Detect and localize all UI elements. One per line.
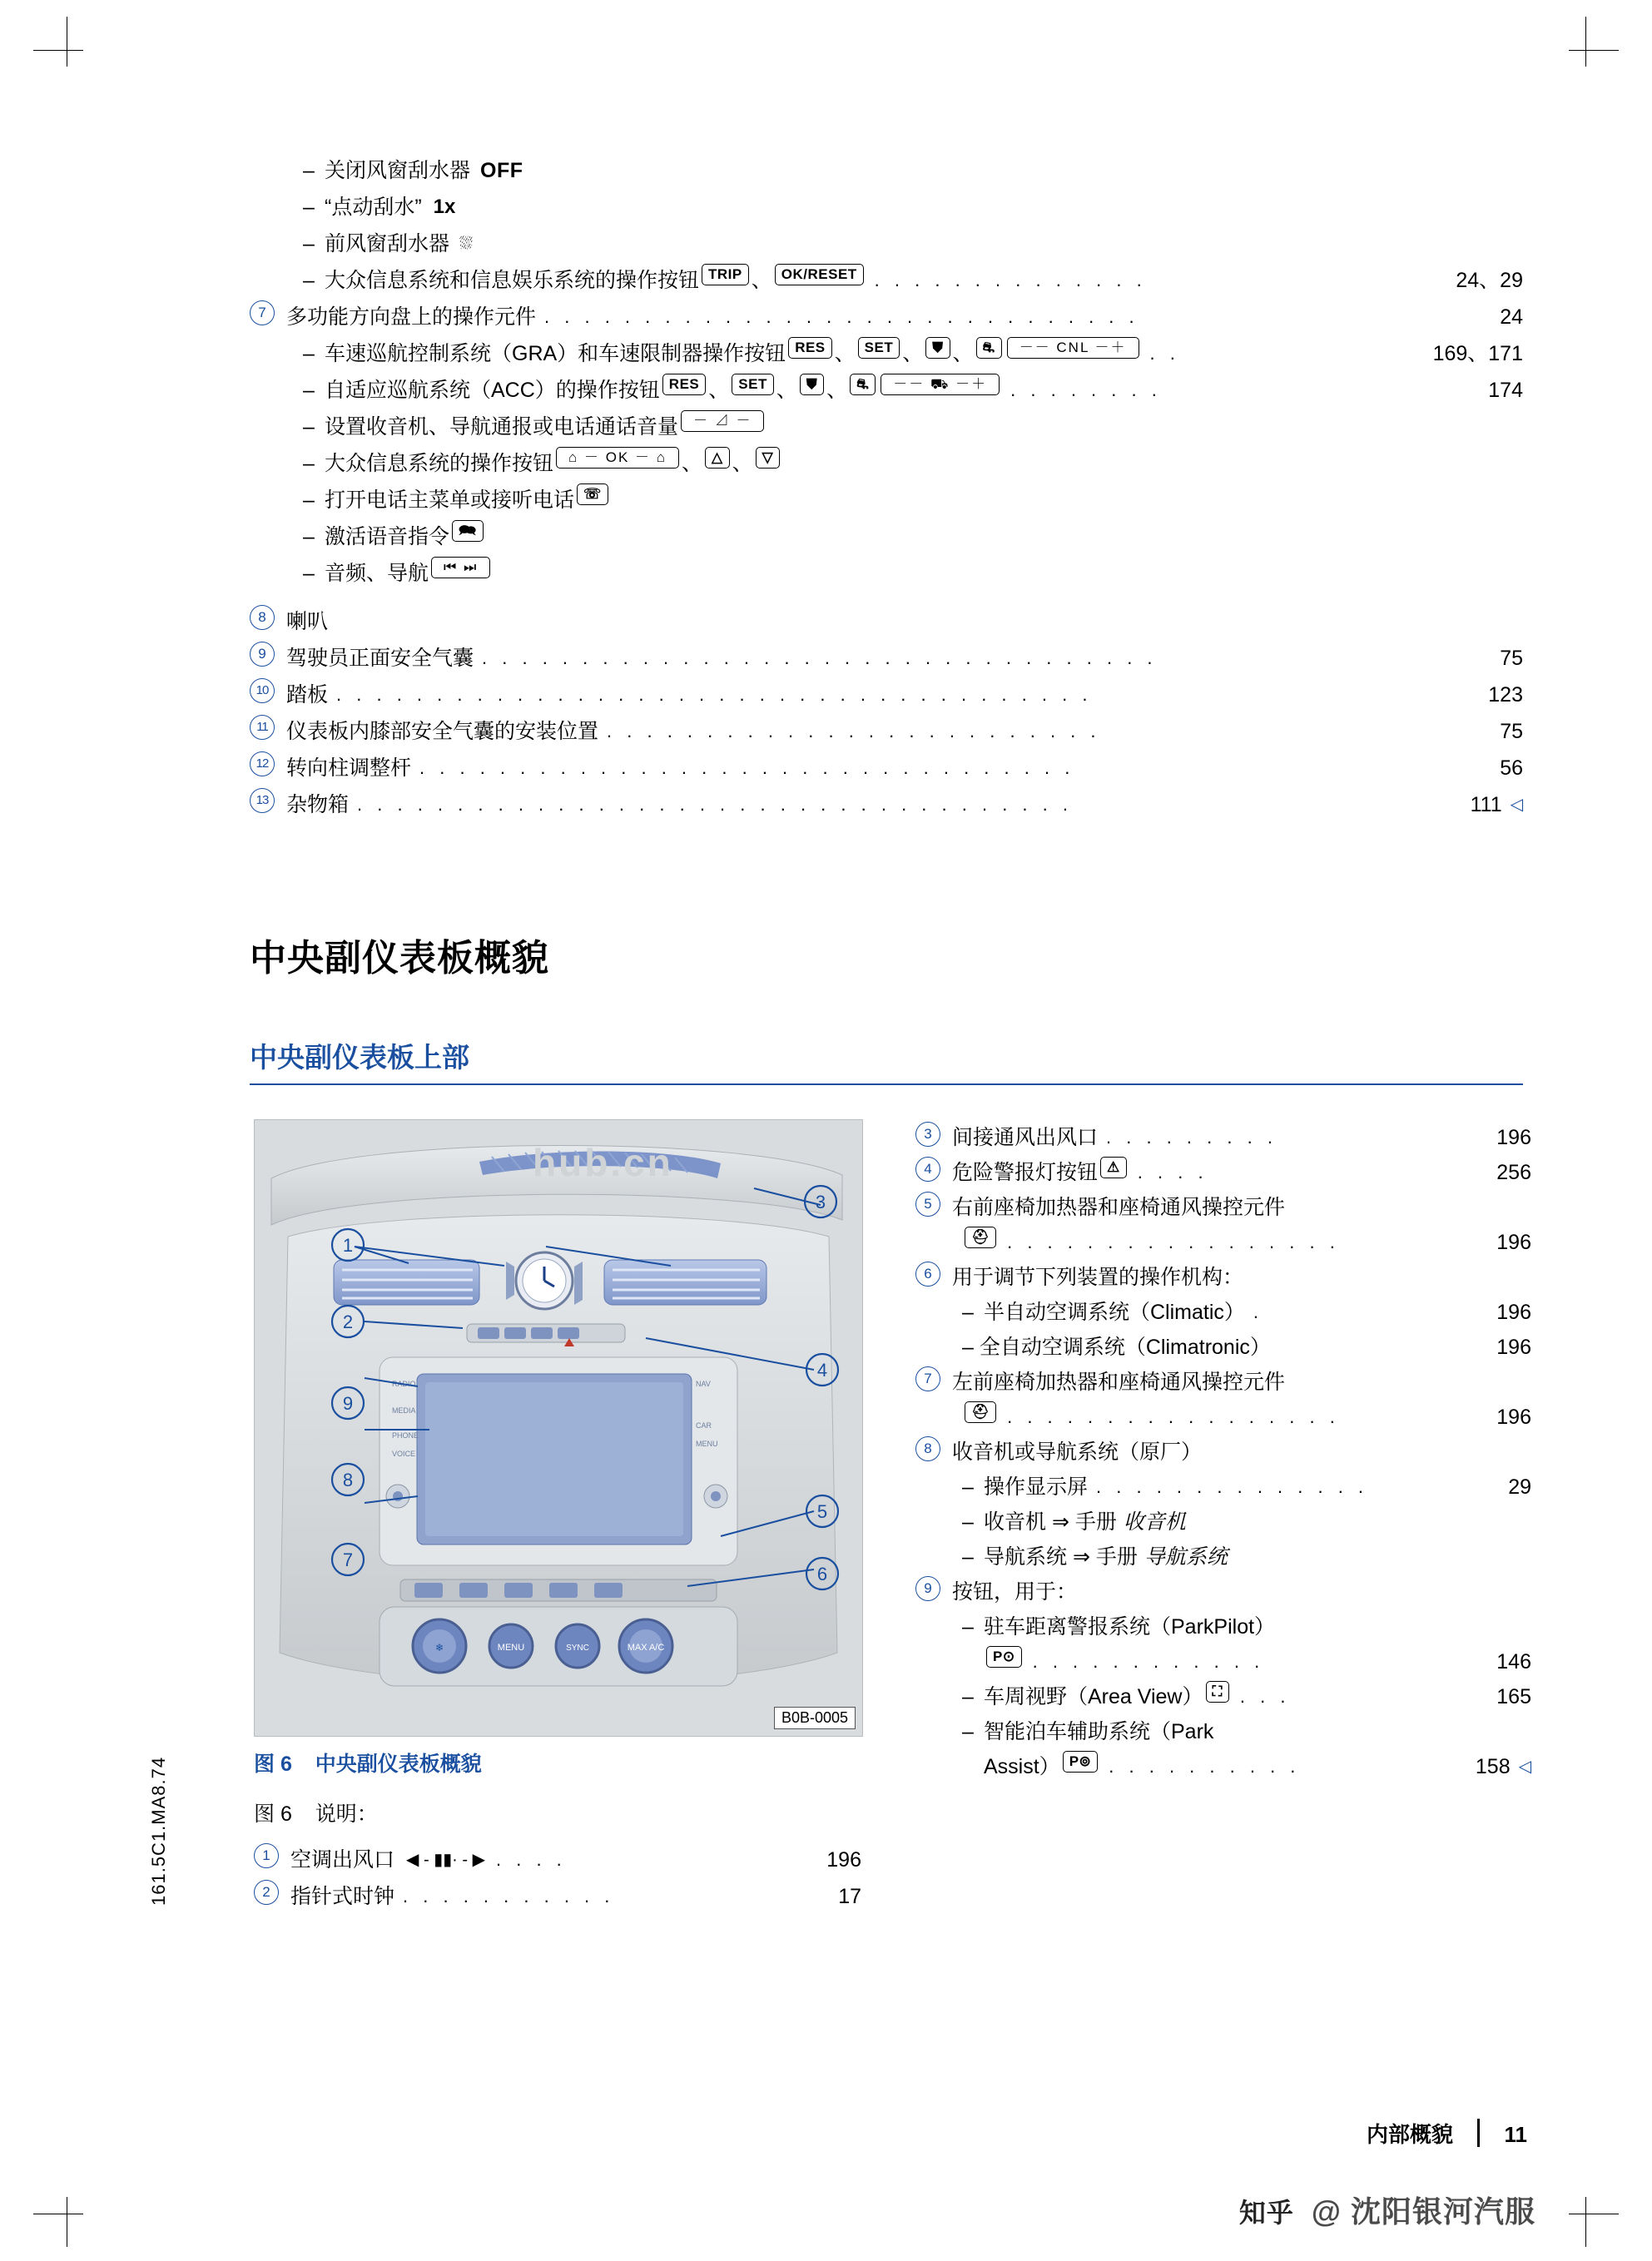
key-separator: 、: [902, 342, 924, 365]
leader-dots: . . . . . . . . . . . . . . . . .: [1007, 1406, 1340, 1427]
svg-text:MAX A/C: MAX A/C: [627, 1643, 665, 1653]
leader-dots: .: [1253, 1302, 1264, 1322]
list-item: [254, 1880, 861, 1916]
leader-dots: . . . . . . . . . . . . . . . . . . . . . . . . . . . . . . . . . . . . . .: [336, 684, 1093, 705]
dash-marker: –: [303, 415, 315, 439]
key-separator: 、: [952, 342, 974, 365]
page-number: 256: [1496, 1161, 1531, 1184]
list-item: [915, 1192, 1531, 1227]
callout-number-13: 13: [250, 788, 275, 813]
figure-legend-text: 说明：: [315, 1802, 378, 1826]
callout-number-7: 7: [915, 1366, 940, 1391]
list-item-label: 仪表板内膝部安全气囊的安装位置: [286, 720, 599, 743]
park-assist-icon: P⊚: [1063, 1751, 1099, 1773]
callout-9: 9: [342, 1393, 354, 1414]
list-item-label: 前风窗刮水器: [325, 232, 450, 255]
voice-command-key-icon: 🗪: [452, 520, 484, 542]
key-separator: 、: [732, 452, 753, 475]
callout-number-10: 10: [250, 678, 275, 703]
leader-dots: . . . . . . . . .: [1106, 1127, 1277, 1148]
console-illustration: [255, 1120, 862, 1736]
list-item: [915, 1436, 1531, 1471]
crop-mark-bottom-left: [33, 2197, 83, 2247]
list-item: [915, 1157, 1531, 1192]
area-view-icon: ⛶: [1206, 1681, 1229, 1703]
page-number: 123: [1488, 683, 1523, 707]
list-item-label: 用于调节下列装置的操作机构：: [952, 1266, 1244, 1289]
set-key-icon: SET: [858, 337, 900, 359]
list-item: [915, 1716, 1531, 1751]
dash-marker: –: [962, 1336, 980, 1359]
callout-3: 3: [815, 1192, 826, 1212]
svg-text:SYNC: SYNC: [566, 1644, 589, 1653]
dash-marker: –: [303, 452, 315, 475]
svg-text:NAV: NAV: [696, 1380, 711, 1388]
reference-manual-name: 收音机: [1123, 1510, 1186, 1534]
list-item: [915, 1576, 1531, 1611]
list-item-label: 全自动空调系统（Climatronic）: [979, 1336, 1271, 1359]
list-item: [250, 520, 1523, 557]
volume-rocker-icon: － ⊿ －: [681, 410, 764, 432]
acc-distance-rocker-icon: －－ ⛟ －＋: [881, 374, 1000, 395]
figure-code: B0B-0005: [774, 1707, 856, 1729]
page-number: 196: [1496, 1406, 1531, 1429]
down-key-icon: ▽: [756, 447, 781, 469]
list-item: [915, 1297, 1531, 1331]
list-item-label: 操作显示屏: [984, 1475, 1089, 1499]
track-skip-key-icon: ⏮ ⏭: [431, 557, 490, 578]
dash-marker: –: [303, 342, 315, 365]
leader-dots: . . . . . . . . . . . . . . . . . . . . . . . . . . . . . . . . . . . .: [357, 794, 1073, 815]
page-number: 24: [1500, 305, 1523, 329]
list-item-label: 音频、导航: [325, 562, 429, 585]
page-number: 169、171: [1432, 342, 1523, 365]
list-item-label: 右前座椅加热器和座椅通风操控元件: [952, 1196, 1286, 1219]
page-number: 29: [1508, 1475, 1531, 1499]
dash-marker: –: [303, 525, 315, 548]
page-number-footer: 11: [1504, 2122, 1527, 2147]
callout-number-9: 9: [250, 642, 275, 667]
list-item-label: 大众信息系统的操作按钮: [325, 452, 554, 475]
dash-marker: –: [303, 488, 315, 512]
svg-text:CAR: CAR: [696, 1421, 712, 1430]
callout-number-8: 8: [250, 605, 275, 630]
callout-number-3: 3: [915, 1122, 940, 1147]
leader-dots: . . . . . . . . . . . . . . . . . . . . . . . . . . . . . . . . .: [419, 757, 1075, 778]
crop-mark-top-left: [33, 17, 83, 67]
page-number: 174: [1488, 379, 1523, 402]
list-item-label: 危险警报灯按钮: [952, 1161, 1099, 1184]
svg-text:❄: ❄: [434, 1642, 444, 1654]
callout-1: 1: [342, 1235, 354, 1256]
list-item-label: 指针式时钟: [290, 1885, 395, 1908]
figure-caption-prefix: 图 6: [254, 1753, 292, 1776]
list-item: [250, 154, 1523, 191]
page-number: 75: [1500, 647, 1523, 670]
callout-number-2: 2: [254, 1880, 279, 1905]
cnl-rocker-key-icon: －－ CNL －＋: [1007, 337, 1139, 359]
list-item: [915, 1331, 1531, 1366]
list-item-label: 关闭风窗刮水器: [325, 159, 471, 182]
key-separator: 、: [776, 379, 797, 402]
windshield-wiper-icon: ⛆: [459, 235, 474, 253]
res-key-icon: RES: [662, 374, 706, 395]
list-item-label: 按钮，用于：: [952, 1580, 1078, 1604]
list-item-label: 驻车距离警报系统（ParkPilot）: [984, 1615, 1276, 1639]
list-item: [250, 410, 1523, 447]
list-item-label: 收音机 ⇒ 手册: [984, 1510, 1117, 1534]
list-item-label: 多功能方向盘上的操作元件: [286, 305, 537, 329]
list-item-label: 转向柱调整杆: [286, 756, 412, 780]
dash-marker: –: [962, 1545, 974, 1569]
list-item: [250, 788, 1523, 825]
footer-divider: [1477, 2119, 1480, 2147]
list-item: [915, 1541, 1531, 1576]
crop-mark-top-right: [1569, 17, 1619, 67]
leader-dots: . . . . . . . . . .: [1109, 1756, 1301, 1777]
list-item-label: 间接通风出风口: [952, 1126, 1099, 1149]
dash-marker: –: [303, 232, 315, 255]
figure-caption: [254, 1748, 482, 1778]
page-number: 24、29: [1456, 269, 1523, 292]
dash-marker: –: [962, 1720, 974, 1743]
dash-marker: –: [962, 1510, 974, 1534]
list-item-label: 车速巡航控制系统（GRA）和车速限制器操作按钮: [325, 342, 786, 365]
page-number: 196: [1496, 1126, 1531, 1149]
dash-marker: –: [962, 1301, 974, 1324]
crop-mark-bottom-right: [1569, 2197, 1619, 2247]
list-item-label: 驾驶员正面安全气囊: [286, 647, 474, 670]
leader-dots: . . . . . . . . . . . . . . . . . . . . . . . . .: [607, 721, 1101, 741]
page-title: 中央副仪表板概貌: [250, 938, 549, 979]
list-item: [915, 1611, 1531, 1646]
wipe-once-glyph: 1x: [433, 196, 456, 218]
key-separator: 、: [708, 379, 730, 402]
ok-rocker-icon: ⌂ － OK － ⌂: [556, 447, 679, 469]
dash-marker: –: [962, 1475, 974, 1499]
reference-manual-name: 导航系统: [1144, 1545, 1228, 1569]
end-of-section-triangle-icon: ◁: [1510, 796, 1523, 814]
list-item: [250, 678, 1523, 715]
list-item: [915, 1122, 1531, 1157]
leader-dots: . . . . . . . . . . . . . . . . .: [1007, 1232, 1340, 1252]
page-number: 165: [1496, 1685, 1531, 1708]
svg-text:RADIO: RADIO: [392, 1380, 416, 1388]
dash-marker: –: [303, 159, 315, 182]
leader-dots: . . . . . . . . . . . . . . . . . . . . . . . . . . . . . . . . . .: [482, 647, 1158, 668]
page-number: 111: [1470, 793, 1502, 816]
set-key-icon: SET: [732, 374, 774, 395]
dashboard-overview-list: [250, 154, 1523, 825]
list-item: [254, 1843, 861, 1880]
dash-marker: –: [303, 196, 315, 219]
svg-text:PHONE: PHONE: [392, 1431, 419, 1440]
watermark: [1239, 2189, 1535, 2231]
list-item: [915, 1227, 1531, 1262]
list-item-label: 踏板: [286, 683, 329, 707]
figure-caption-text: 中央副仪表板概貌: [315, 1753, 482, 1776]
leader-dots: . . . . . . . . . . . . . .: [1096, 1476, 1369, 1497]
callout-number-5: 5: [915, 1192, 940, 1217]
callout-6: 6: [816, 1564, 828, 1584]
list-item: [250, 337, 1523, 374]
hazard-warning-icon: ⚠: [1100, 1157, 1127, 1178]
list-item-label: 空调出风口: [290, 1848, 395, 1872]
page-number: 146: [1496, 1650, 1531, 1673]
list-item: [250, 642, 1523, 678]
callout-2: 2: [342, 1311, 354, 1332]
list-item: [250, 557, 1523, 593]
list-item-label: 激活语音指令: [325, 525, 450, 548]
list-item-label: Assist）: [984, 1755, 1060, 1778]
leader-dots: . . . . . . . . . . . . . .: [874, 270, 1147, 290]
seat-heater-icon: ⛑: [965, 1401, 996, 1423]
callout-number-7: 7: [250, 300, 275, 325]
list-item: [915, 1751, 1531, 1786]
leader-dots: . . . .: [1137, 1162, 1208, 1183]
leader-dots: . . .: [1239, 1686, 1291, 1707]
list-item-label: 智能泊车辅助系统（Park: [984, 1720, 1214, 1743]
key-separator: 、: [826, 379, 848, 402]
list-item: [915, 1262, 1531, 1297]
list-item-label: 设置收音机、导航通报或电话通话音量: [325, 415, 679, 439]
list-item-label: 喇叭: [286, 610, 329, 633]
page-number: 196: [1496, 1231, 1531, 1254]
figure-legend-list: [254, 1843, 861, 1916]
figure-legend-header: [254, 1797, 378, 1827]
leader-dots: . . . . . . . .: [1010, 379, 1162, 400]
up-key-icon: △: [705, 447, 730, 469]
trip-key-icon: TRIP: [702, 264, 749, 285]
list-item-label: 车周视野（Area View）: [984, 1685, 1203, 1708]
document-code: 161.5C1.MA8.74: [148, 1756, 169, 1906]
list-item: [250, 447, 1523, 483]
figure-center-console-image: [254, 1119, 863, 1737]
list-item: [250, 191, 1523, 227]
page-number: 17: [838, 1885, 861, 1908]
dash-marker: –: [303, 269, 315, 292]
page-number: 196: [1496, 1301, 1531, 1324]
key-separator: 、: [682, 452, 703, 475]
list-item-label: 打开电话主菜单或接听电话: [325, 488, 575, 512]
acc-on-key-icon: ⛊: [800, 374, 824, 395]
callout-number-1: 1: [254, 1843, 279, 1868]
gra-on-key-icon: ⛊: [925, 337, 950, 359]
list-item: [915, 1366, 1531, 1401]
list-item: [250, 715, 1523, 751]
dash-marker: –: [962, 1685, 974, 1708]
leader-dots: . . . . . . . . . . . .: [1032, 1651, 1265, 1672]
dash-marker: –: [303, 562, 315, 585]
phone-key-icon: ☏: [577, 483, 608, 505]
zhihu-logo-icon: 知乎: [1238, 2198, 1294, 2228]
callout-5: 5: [816, 1501, 828, 1522]
key-separator: 、: [751, 269, 772, 292]
leader-dots: . . . . . . . . . . . . . . . . . . . . . . . . . . . . . .: [544, 306, 1139, 327]
list-item-label: 收音机或导航系统（原厂）: [952, 1440, 1203, 1464]
list-item: [250, 264, 1523, 300]
gra-off-key-icon: ⛐: [976, 337, 1002, 359]
dash-marker: –: [303, 379, 315, 402]
wiper-off-glyph: OFF: [480, 159, 523, 182]
svg-text:MENU: MENU: [696, 1440, 718, 1448]
callout-7: 7: [342, 1549, 354, 1570]
list-item-label: 左前座椅加热器和座椅通风操控元件: [952, 1371, 1286, 1394]
list-item: [250, 605, 1523, 642]
callout-number-6: 6: [915, 1262, 940, 1287]
seat-heater-icon: ⛑: [965, 1227, 996, 1248]
callout-8: 8: [342, 1470, 354, 1490]
list-item-label: 半自动空调系统（Climatic）: [984, 1301, 1245, 1324]
svg-text:MENU: MENU: [497, 1643, 525, 1653]
figure-legend-prefix: 图 6: [254, 1802, 292, 1826]
leader-dots: . . . . . . . . . . .: [403, 1886, 615, 1906]
list-item-label: 大众信息系统和信息娱乐系统的操作按钮: [325, 269, 700, 292]
leader-dots: . . . .: [496, 1849, 567, 1870]
callout-number-11: 11: [250, 715, 275, 740]
list-item-label: 杂物箱: [286, 793, 350, 816]
list-item: [915, 1506, 1531, 1541]
list-item: [915, 1471, 1531, 1506]
callout-4: 4: [816, 1360, 828, 1381]
list-item-label: 导航系统 ⇒ 手册: [984, 1545, 1138, 1569]
page-number: 196: [1496, 1336, 1531, 1359]
park-pilot-icon: P⊙: [986, 1646, 1022, 1668]
list-item-label: “点动刮水”: [325, 196, 422, 219]
dash-marker: –: [962, 1615, 974, 1639]
end-of-section-triangle-icon: ◁: [1518, 1758, 1531, 1776]
callout-number-8: 8: [915, 1436, 940, 1461]
list-item: [250, 751, 1523, 788]
res-key-icon: RES: [788, 337, 831, 359]
page-number: 196: [826, 1848, 861, 1872]
watermark-text: @ 沈阳银河汽服: [1311, 2194, 1535, 2229]
list-item: [915, 1646, 1531, 1681]
acc-off-key-icon: ⛐: [850, 374, 876, 395]
page-number: 75: [1500, 720, 1523, 743]
air-vent-control-icon: ◀ - ▮▮· - ▶: [406, 1851, 485, 1869]
callout-number-12: 12: [250, 751, 275, 776]
page-number: 158: [1475, 1755, 1511, 1778]
list-item: [250, 483, 1523, 520]
list-item-label: 自适应巡航系统（ACC）的操作按钮: [325, 379, 660, 402]
chapter-name: 内部概貌: [1367, 2122, 1454, 2147]
page-number: 56: [1500, 756, 1523, 780]
list-item: [250, 227, 1523, 264]
list-item: [915, 1401, 1531, 1436]
ok-reset-key-icon: OK/RESET: [775, 264, 864, 285]
svg-text:VOICE: VOICE: [392, 1450, 416, 1458]
list-item: [250, 374, 1523, 410]
leader-dots: . .: [1149, 343, 1180, 364]
key-separator: 、: [834, 342, 856, 365]
callout-number-9: 9: [915, 1576, 940, 1601]
console-legend-right-column: [915, 1122, 1531, 1786]
list-item: [250, 300, 1523, 337]
svg-text:MEDIA: MEDIA: [392, 1406, 416, 1415]
faint-watermark: hub.cn: [533, 1141, 673, 1184]
section-subtitle: 中央副仪表板上部: [250, 1036, 1523, 1085]
list-item: [915, 1681, 1531, 1716]
page-footer: [1367, 2118, 1527, 2149]
callout-number-4: 4: [915, 1157, 940, 1182]
